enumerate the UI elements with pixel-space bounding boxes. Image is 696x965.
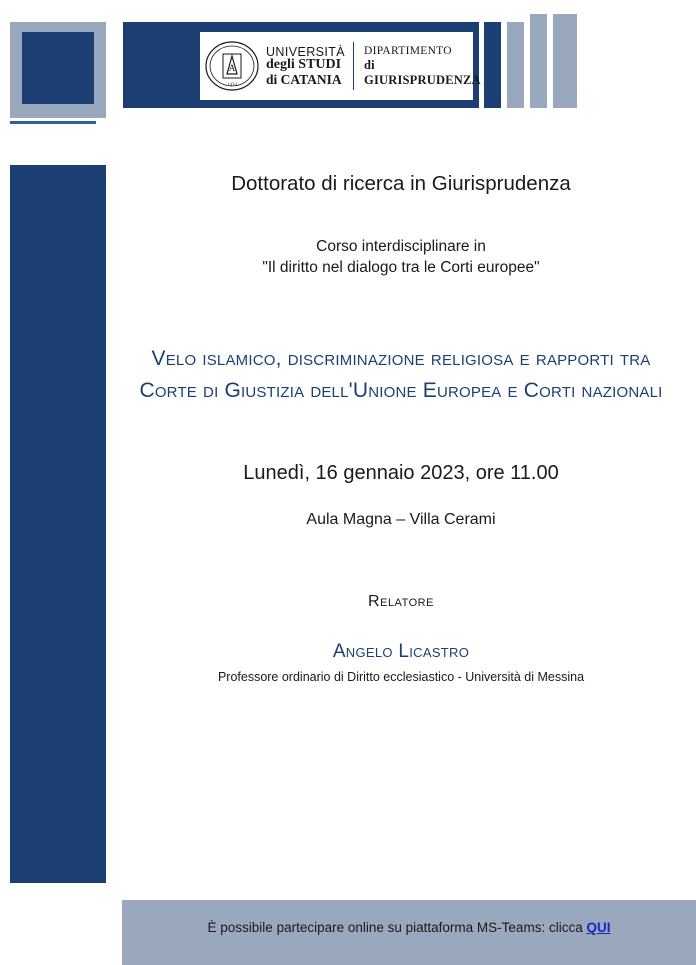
svg-text:A: A — [228, 63, 236, 73]
header-decor-square-inner — [22, 32, 94, 104]
course-line-1: Corso interdisciplinare in — [316, 238, 486, 255]
header-decor-bar-2 — [484, 22, 501, 108]
header-decor-bar-3 — [507, 22, 524, 108]
lecture-title — [106, 343, 696, 406]
course-line-2: "Il diritto nel dialogo tra le Corti europee" — [262, 259, 540, 276]
left-decor-band — [10, 165, 106, 883]
header-decor-underline — [10, 121, 96, 124]
event-venue: Aula Magna – Villa Cerami — [306, 511, 496, 528]
footer-band — [122, 900, 696, 965]
program-title: Dottorato di ricerca in Giurisprudenza — [231, 172, 571, 195]
online-participation-note — [122, 920, 696, 935]
speaker-section-label: Relatore — [368, 593, 434, 610]
poster-content — [106, 150, 696, 684]
svg-text:1434: 1434 — [227, 83, 237, 88]
department-name-line2: di GIURISPRUDENZA — [364, 58, 481, 87]
header-decor-bar-5 — [553, 14, 577, 108]
teams-link[interactable]: QUI — [586, 920, 611, 935]
institution-logo — [199, 31, 481, 101]
university-name-line2: degli STUDI — [266, 57, 342, 73]
lecture-title-line-2: Corte di Giustizia dell'Unione Europea e Corti nazionali — [139, 378, 663, 402]
header-decor-bar-4 — [530, 14, 547, 108]
department-name-line1: DIPARTIMENTO — [364, 45, 452, 58]
lecture-title-line-1: Velo islamico, discriminazione religiosa e rapporti tra — [151, 347, 651, 370]
university-seal-icon — [204, 38, 260, 94]
university-name-line3: di CATANIA — [266, 71, 342, 87]
speaker-affiliation: Professore ordinario di Diritto ecclesiastico - Università di Messina — [217, 670, 585, 684]
department-name — [354, 45, 481, 87]
speaker-name: Angelo Licastro — [332, 641, 470, 662]
university-name-line1: UNIVERSITÀ — [266, 44, 346, 59]
header-band — [0, 0, 696, 130]
online-participation-text: È possibile partecipare online su piattaforma MS-Teams: clicca — [207, 920, 587, 935]
event-datetime: Lunedì, 16 gennaio 2023, ore 11.00 — [243, 462, 559, 484]
university-name — [260, 46, 353, 87]
